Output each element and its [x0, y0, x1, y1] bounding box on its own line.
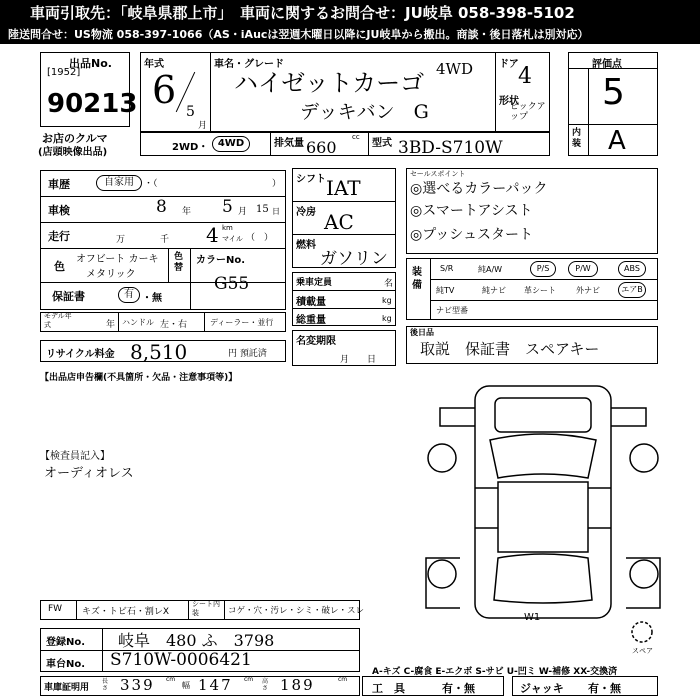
history-value: 自家用	[96, 175, 142, 191]
hood-panel	[495, 398, 591, 432]
gross-label: 総重量	[296, 315, 326, 326]
inspection-year-unit: 年	[182, 207, 192, 217]
drive-circled: 4WD	[212, 136, 250, 152]
equip-abs: ABS	[618, 261, 646, 277]
inspection-day: 15	[256, 204, 269, 215]
notes-label: 【出品店申告欄(不具箇所・欠品・注意事項等)】	[40, 373, 238, 383]
name-change-label: 名変期限	[296, 336, 336, 347]
mileage-mile: マイル	[222, 235, 243, 243]
chassis-label: 車台No.	[46, 659, 86, 670]
sales-label: セールスポイント	[410, 170, 466, 178]
spare-tire	[632, 622, 652, 642]
chassis-value: S710W-0006421	[110, 650, 252, 670]
mileage-km: km	[222, 224, 233, 232]
vehicle-damage-diagram	[420, 378, 666, 654]
roof-panel	[498, 482, 588, 552]
height-label: 高さ	[262, 678, 269, 692]
lot-number: 90213	[47, 89, 138, 119]
shape-label: 形状	[499, 96, 519, 107]
shape-value: ピックアップ	[510, 102, 546, 122]
seat-items: コゲ・穴・汚レ・シミ・破レ・スレ	[228, 606, 365, 616]
fuel-value: ガソリン	[320, 249, 388, 269]
history-close: ）	[272, 179, 282, 189]
front-right-wheel	[630, 444, 658, 472]
warranty-yes: 有	[118, 287, 140, 303]
spare-label: スペア	[632, 647, 653, 655]
door-value: 4	[518, 64, 532, 89]
nav-model-label: ナビ型番	[436, 306, 468, 315]
equip-leather: 革シート	[524, 286, 556, 295]
shift-label: シフト	[296, 174, 326, 185]
equip-ext-navi: 外ナビ	[576, 286, 600, 295]
shift-value: IAT	[326, 176, 361, 200]
inspector-note: オーディオレス	[44, 466, 134, 481]
width-label: 幅	[182, 681, 190, 690]
equip-navi: 純ナビ	[482, 286, 506, 295]
mileage-value: 4	[206, 223, 219, 247]
capacity-unit: 名	[384, 279, 394, 289]
width-unit: cm	[244, 676, 254, 683]
handle-value: 左・右	[160, 320, 188, 330]
eval-score: 5	[602, 72, 625, 113]
ac-label: 冷房	[296, 207, 316, 218]
reg-label: 登録No.	[46, 637, 86, 648]
history-label: 車歴	[48, 178, 70, 191]
color-change-label: 色替	[174, 252, 184, 273]
tools-value: 有・無	[442, 682, 475, 695]
dealer-label: ディーラー・並行	[210, 318, 274, 327]
front-left-wheel	[428, 444, 456, 472]
load-unit: kg	[382, 296, 392, 305]
fw-label: FW	[48, 604, 63, 614]
load-label: 積載量	[296, 297, 326, 308]
shop-car-sub: (店頭映像出品)	[38, 147, 108, 158]
color-value: オフビート カーキ	[76, 254, 159, 265]
equip-airbag: エアB	[618, 282, 646, 298]
mileage-man: 万	[116, 235, 126, 245]
rear-left-wheel	[428, 560, 456, 588]
front-bumper-left	[440, 408, 475, 426]
color-value-2: メタリック	[86, 269, 136, 280]
sales-point-1: ◎選べるカラーパック	[410, 181, 548, 197]
ac-value: AC	[324, 210, 354, 234]
month-unit: 月	[198, 121, 208, 131]
history-dot: ・（	[144, 179, 158, 189]
equip-pw: P/W	[568, 261, 598, 277]
len-unit: cm	[166, 676, 176, 683]
color-no-label: カラーNo.	[196, 255, 246, 266]
drive-note: 4WD	[436, 60, 473, 78]
damage-mark-w1: W1	[524, 612, 541, 623]
displacement-value: 660	[306, 138, 337, 157]
eval-label: 評価点	[592, 59, 622, 70]
model-value: 3BD-S710W	[398, 138, 503, 158]
mileage-paren: （ ）	[246, 233, 274, 243]
len-value: 339	[120, 676, 155, 694]
lot-label: 出品No.	[69, 57, 112, 70]
jack-value: 有・無	[588, 682, 621, 695]
equip-alloy: 純A/W	[478, 265, 503, 274]
seat-label: シート内装	[192, 600, 220, 617]
after-label: 後日品	[410, 328, 434, 337]
color-no-value: G55	[214, 274, 250, 294]
mileage-label: 走行	[48, 230, 70, 243]
interior-score: A	[608, 126, 626, 156]
interior-label: 内装	[572, 128, 582, 149]
len-label: 長さ	[102, 678, 109, 692]
fw-items: キズ・トビ石・割レX	[82, 607, 169, 617]
equip-label: 装備	[412, 267, 422, 291]
warranty-no: ・無	[142, 293, 162, 304]
displacement-label: 排気量	[274, 138, 304, 149]
model-year-label: モデル年式	[44, 312, 72, 329]
sales-point-2: ◎スマートアシスト	[410, 203, 533, 219]
front-bumper-right	[611, 408, 646, 426]
recycle-value: 8,510	[130, 340, 188, 364]
damage-legend: A-キズ C-腐食 E-エクボ S-サビ U-凹ミ W-補修 XX-交換済	[372, 667, 618, 677]
year-label: 年式	[144, 59, 164, 70]
windshield	[490, 434, 596, 478]
equip-tv: 純TV	[436, 286, 455, 295]
capacity-label: 乗車定員	[296, 278, 333, 288]
recycle-label: リサイクル料金	[46, 349, 115, 360]
mileage-sen: 千	[160, 235, 170, 245]
color-label: 色	[54, 260, 65, 273]
inspection-year: 8	[156, 197, 167, 217]
height-value: 189	[280, 676, 315, 694]
inspection-month: 5	[222, 197, 233, 217]
model-label: 型式	[372, 138, 392, 149]
grade-line: デッキバン G	[300, 101, 429, 123]
reg-value: 岐阜 480 ふ 3798	[118, 631, 275, 650]
height-unit: cm	[338, 676, 348, 683]
fuel-label: 燃料	[296, 240, 316, 251]
equip-sr: S/R	[440, 264, 454, 273]
gross-unit: kg	[382, 314, 392, 323]
drive-label: 2WD・	[172, 142, 209, 153]
cert-label: 車庫証明用	[44, 683, 90, 693]
car-name-label: 車名・グレード	[214, 59, 284, 70]
equip-ps: P/S	[530, 261, 556, 277]
jack-label: ジャッキ	[520, 682, 564, 695]
handle-label: ハンドル	[122, 318, 154, 327]
lot-number-box	[40, 52, 138, 127]
sales-point-3: ◎プッシュスタート	[410, 227, 533, 243]
header-shipping-line: 陸送問合せ：US物流 058-397-1066（AS・iAucは翌週木曜日以降にJU岐阜から搬出。商談・後日落札は別対応）	[0, 26, 700, 44]
after-value: 取説 保証書 スペアキー	[420, 340, 600, 358]
lot-prefix: [1952]	[47, 67, 81, 78]
recycle-unit: 円 預託済	[228, 349, 267, 359]
header-contact-line: 車両引取先：「岐阜県郡上市」 車両に関するお問合せ：JU岐阜 058-398-5102	[0, 0, 700, 26]
inspector-label: 【検査員記入】	[40, 451, 110, 462]
year-value: 6	[152, 68, 177, 112]
month-value: 5	[186, 104, 195, 120]
shop-car-label: お店のクルマ	[42, 132, 108, 145]
door-label: ドア	[499, 59, 519, 70]
inspection-month-unit: 月	[238, 207, 248, 217]
width-value: 147	[198, 676, 233, 694]
warranty-label: 保証書	[52, 290, 85, 303]
name-change-unit: 月日	[340, 355, 395, 365]
car-name: ハイゼットカーゴ	[234, 69, 425, 97]
rear-window	[494, 554, 592, 603]
model-year-year: 年	[106, 320, 116, 330]
displacement-unit: cc	[352, 133, 360, 141]
inspection-day-unit: 日	[272, 207, 280, 216]
tools-label: 工 具	[372, 682, 405, 695]
rear-right-wheel	[630, 560, 658, 588]
inspection-label: 車検	[48, 204, 70, 217]
